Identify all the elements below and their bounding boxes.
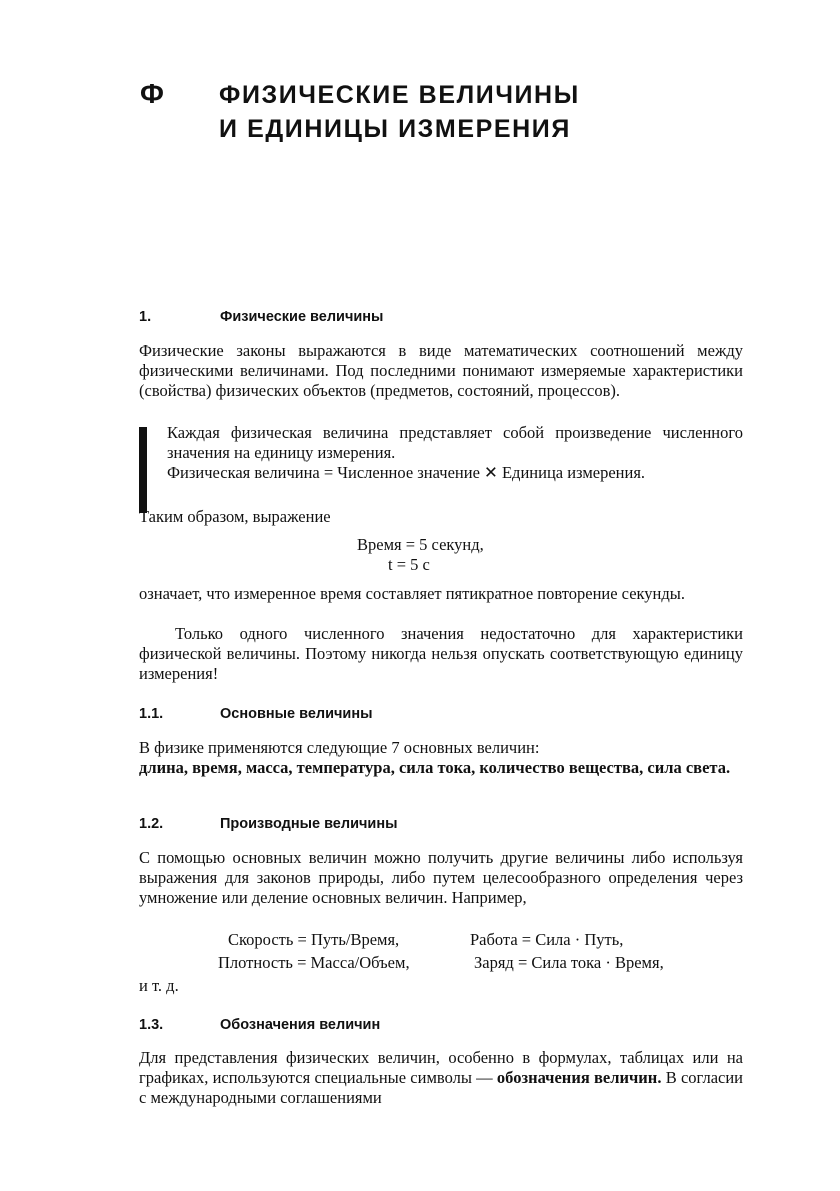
chapter-title-line-2: И ЕДИНИЦЫ ИЗМЕРЕНИЯ	[219, 115, 571, 143]
section-number: 1.	[139, 309, 152, 325]
paragraph-text: Для представления физических величин, особенно в формулах, таблицах или на графиках, используются специальные символы —	[139, 1048, 743, 1087]
section-title: Обозначения величин	[220, 1017, 381, 1033]
section-title: Физические величины	[220, 309, 384, 325]
section-number: 1.3.	[139, 1017, 164, 1033]
section-title: Основные величины	[220, 706, 373, 722]
definition-box	[139, 423, 743, 495]
formula-line: t = 5 с	[388, 555, 430, 574]
margin-bar	[139, 427, 147, 513]
paragraph-text-rest: В согласии с международными соглашениями	[139, 1068, 743, 1107]
paragraph	[139, 1048, 743, 1108]
chapter-letter: Ф	[140, 78, 165, 109]
base-quantities-list: длина, время, масса, температура, сила тока, количество вещества, сила света.	[139, 758, 731, 777]
definition-text: Каждая физическая величина представляет собой произведение численного значения на единицу измерения.	[167, 423, 743, 462]
paragraph: Физические законы выражаются в виде математических соотношений между физическими величинами. Под последними понимают измеряемые характеристики (свойства) физических объектов (предметов, состояний, процессов).	[139, 341, 743, 400]
emphasis-text: обозначения величин.	[496, 1068, 662, 1087]
paragraph: означает, что измеренное время составляет пятикратное повторение секунды.	[139, 584, 685, 603]
section-title: Производные величины	[220, 816, 398, 832]
formula-line: Время = 5 секунд,	[357, 535, 484, 554]
formula-speed: Скорость = Путь/Время,	[228, 930, 400, 949]
section-number: 1.2.	[139, 816, 164, 832]
paragraph: В физике применяются следующие 7 основных величин:	[139, 738, 540, 757]
paragraph: С помощью основных величин можно получить другие величины либо используя выражения для законов природы, либо путем целесообразного определения через умножение или деление основных величин. Например,	[139, 848, 743, 907]
definition-formula: Физическая величина = Численное значение ✕ Единица измерения.	[167, 463, 646, 482]
paragraph: Только одного численного значения недостаточно для характеристики физической величины. Поэтому никогда нельзя опускать соответствующую единицу измерения!	[139, 624, 743, 683]
section-number: 1.1.	[139, 706, 164, 722]
paragraph: Таким образом, выражение	[139, 507, 331, 526]
chapter-title-line-1: ФИЗИЧЕСКИЕ ВЕЛИЧИНЫ	[219, 81, 580, 109]
formula-charge: Заряд = Сила тока · Время,	[474, 953, 664, 972]
chapter-title	[219, 78, 580, 146]
etc-text: и т. д.	[139, 976, 179, 995]
formula-work: Работа = Сила · Путь,	[470, 930, 624, 949]
formula-density: Плотность = Масса/Объем,	[218, 953, 410, 972]
